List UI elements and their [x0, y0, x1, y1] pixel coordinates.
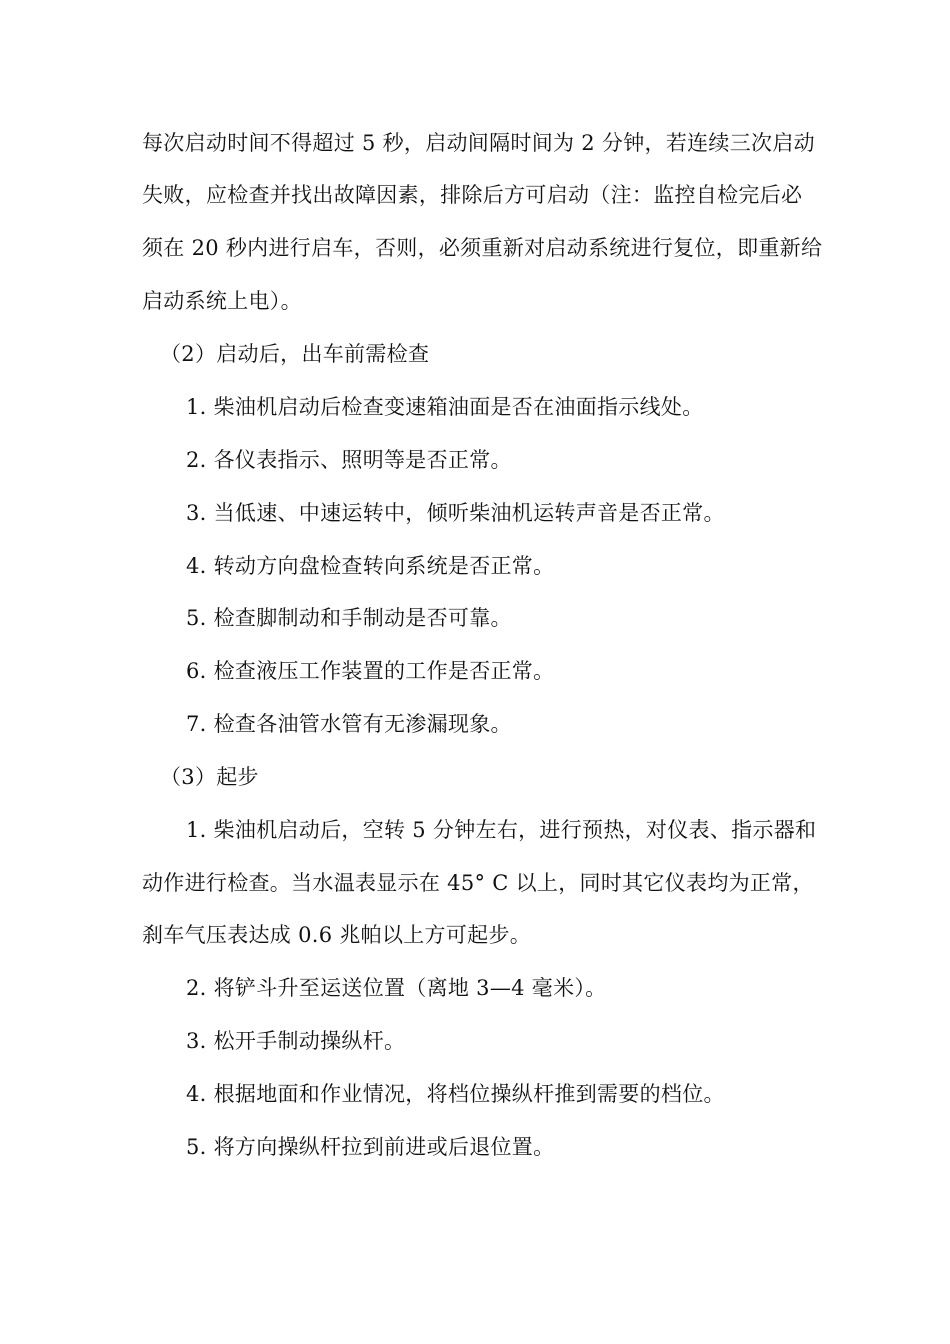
- list-item: 5. 将方向操纵杆拉到前进或后退位置。: [186, 1135, 555, 1159]
- list-item: 6. 检查液压工作装置的工作是否正常。: [186, 659, 555, 683]
- list-item: 3. 当低速、中速运转中，倾听柴油机运转声音是否正常。: [186, 501, 725, 525]
- list-item: 5. 检查脚制动和手制动是否可靠。: [186, 606, 512, 630]
- list-item: 1. 柴油机启动后检查变速箱油面是否在油面指示线处。: [186, 395, 704, 419]
- paragraph-line: 启动系统上电）。: [142, 289, 302, 313]
- section-heading: （3）起步: [160, 765, 259, 789]
- list-item: 4. 根据地面和作业情况，将档位操纵杆推到需要的档位。: [186, 1082, 725, 1106]
- list-item: 3. 松开手制动操纵杆。: [186, 1029, 406, 1053]
- paragraph-line: 失败，应检查并找出故障因素，排除后方可启动（注：监控自检完后必: [142, 183, 803, 207]
- list-item: 2. 各仪表指示、照明等是否正常。: [186, 448, 512, 472]
- list-item: 2. 将铲斗升至运送位置（离地 3—4 毫米）。: [186, 976, 607, 1000]
- list-item: 7. 检查各油管水管有无渗漏现象。: [186, 712, 512, 736]
- section-heading: （2）启动后，出车前需检查: [160, 342, 430, 366]
- list-item: 1. 柴油机启动后，空转 5 分钟左右，进行预热，对仪表、指示器和: [186, 818, 817, 842]
- paragraph-line: 每次启动时间不得超过 5 秒，启动间隔时间为 2 分钟，若连续三次启动: [142, 131, 815, 155]
- paragraph-line: 须在 20 秒内进行启车，否则，必须重新对启动系统进行复位，即重新给: [142, 236, 823, 260]
- list-item: 4. 转动方向盘检查转向系统是否正常。: [186, 554, 555, 578]
- paragraph-line: 刹车气压表达成 0.6 兆帕以上方可起步。: [142, 923, 532, 947]
- paragraph-line: 动作进行检查。当水温表显示在 45° C 以上，同时其它仪表均为正常，: [142, 871, 814, 895]
